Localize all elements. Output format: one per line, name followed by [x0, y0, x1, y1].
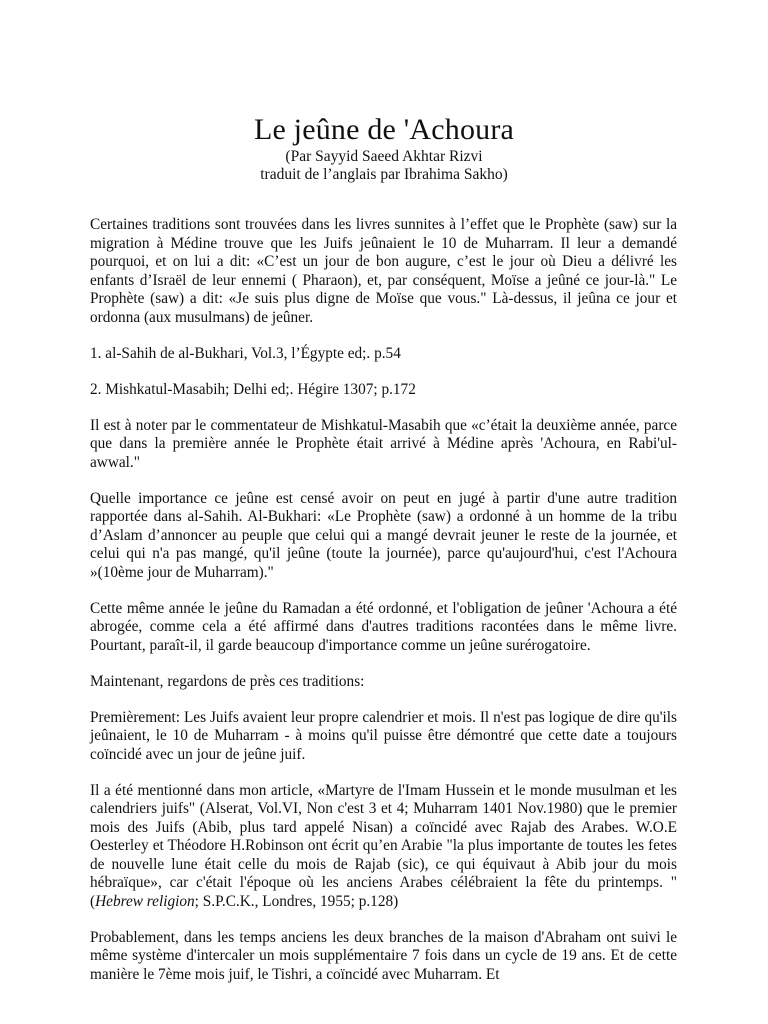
footnote-2: 2. Mishkatul-Masabih; Delhi ed;. Hégire 1307; p.172	[90, 380, 416, 398]
citation-book-title: Hebrew religion	[95, 892, 195, 910]
citation-details: ; S.P.C.K., Londres, 1955; p.128)	[194, 892, 399, 910]
paragraph-ramadan: Cette même année le jeûne du Ramadan a été ordonné, et l'obligation de jeûner 'Achoura a été abrogée, comme cela a été affirmé dans d'autres traditions racontées dans le même livre. Pourtant, paraît-il, il garde beaucoup d'importance comme un jeûne surérogatoire.	[90, 599, 677, 654]
paragraph-article	[90, 782, 677, 912]
paragraph-importance: Quelle importance ce jeûne est censé avoir on peut en jugé à partir d'une autre tradition rapportée dans al-Sahih. Al-Bukhari: «Le Prophète (saw) a ordonné à un homme de la tribu d’Aslam d’annoncer au peuple que celui qui a mangé devrait jeuner le reste de la journée, et celui qui n'a pas mangé, qu'il jeûne (toute la journée), parce qu'aujourd'hui, c'est l'Achoura »(10ème jour de Muharram)."	[90, 489, 677, 581]
footnote-1: 1. al-Sahih de al-Bukhari, Vol.3, l’Égypte ed;. p.54	[90, 344, 401, 362]
document-subtitle-author: (Par Sayyid Saeed Akhtar Rizvi	[285, 148, 483, 165]
paragraph-intro: Certaines traditions sont trouvées dans les livres sunnites à l’effet que le Prophète (saw) sur la migration à Médine trouve que les Juifs jeûnaient le 10 de Muharram. Il leur a demandé pourquoi, et on lui a dit: «C’est un jour de bon augure, c’est le jour où Dieu a délivré les enfants d’Israël de leur ennemi ( Pharaon), et, par conséquent, Moïse a jeûné ce jour-là." Le Prophète (saw) a dit: «Je suis plus digne de Moïse que vous." Là-dessus, il jeûna ce jour et ordonna (aux musulmans) de jeûner.	[90, 216, 677, 326]
paragraph-firstly: Premièrement: Les Juifs avaient leur propre calendrier et mois. Il n'est pas logique de dire qu'ils jeûnaient, le 10 de Muharram - à moins qu'il puisse être démontré que cette date a toujours coïncidé avec un jour de jeûne juif.	[90, 708, 677, 763]
paragraph-probably: Probablement, dans les temps anciens les deux branches de la maison d'Abraham ont suivi le même système d'intercaler un mois supplémentaire 7 fois dans un cycle de 19 ans. Et de cette manière le 7ème mois juif, le Tishri, a coïncidé avec Muharram. Et	[90, 928, 677, 983]
document-subtitle-translator: traduit de l’anglais par Ibrahima Sakho)	[260, 166, 508, 183]
document-body	[90, 216, 677, 984]
paragraph-commentator: Il est à noter par le commentateur de Mishkatul-Masabih que «c’était la deuxième année, parce que dans la première année le Prophète était arrivé à Médine après 'Achoura, en Rabi'ul-awwal."	[90, 416, 677, 471]
document-header	[0, 112, 768, 184]
paragraph-now: Maintenant, regardons de près ces traditions:	[90, 672, 365, 690]
document-title: Le jeûne de 'Achoura	[253, 113, 515, 146]
paragraph-article-text: Il a été mentionné dans mon article, «Martyre de l'Imam Hussein et le monde musulman et les calendriers juifs" (Alserat, Vol.VI, Non c'est 3 et 4; Muharram 1401 Nov.1980) que le premier mois des Juifs (Abib, plus tard appelé Nisan) a coïncidé avec Rajab des Arabes. W.O.E Oesterley et Théodore H.Robinson ont écrit qu’en Arabie "la plus importante de toutes les fetes de nouvelle lune était celle du mois de Rajab (sic), ce qui équivaut à Abib jour du mois hébraïque», car c'était l'époque où les anciens Arabes célébraient la fête du printemps. " (	[90, 781, 677, 910]
